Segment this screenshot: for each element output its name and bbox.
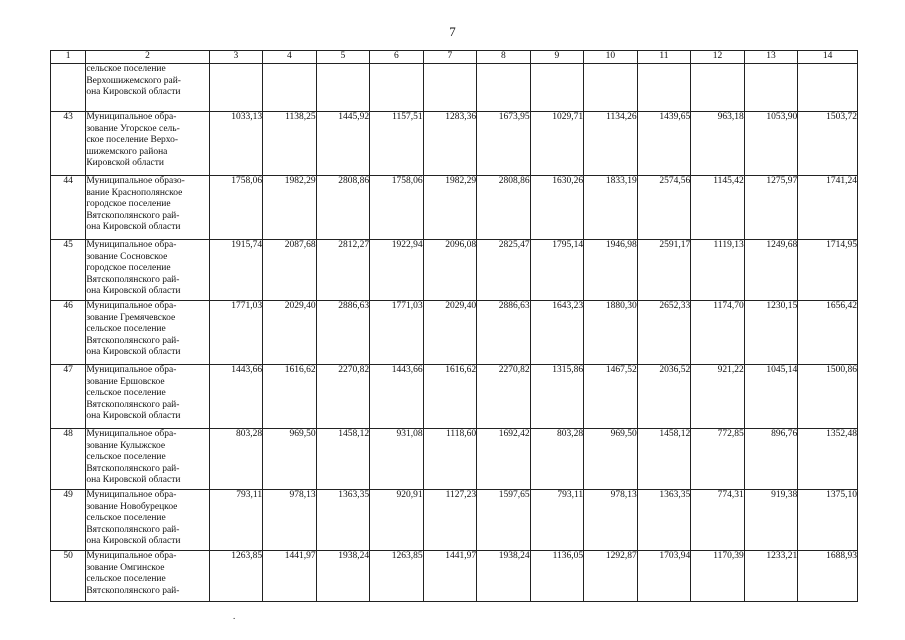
value-cell: 1443,66	[209, 365, 263, 429]
municipality-name-line: она Кировской области	[86, 286, 181, 297]
table-row	[51, 301, 858, 365]
value-cell: 1263,85	[209, 551, 263, 602]
value-cell: 963,18	[691, 112, 745, 176]
row-number: 44	[51, 176, 86, 240]
value-cell: 1703,94	[637, 551, 691, 602]
value-cell: 2087,68	[263, 240, 317, 301]
row-number: 45	[51, 240, 86, 301]
value-cell: 1938,24	[316, 551, 370, 602]
municipality-name-line: городское поселение	[86, 199, 171, 210]
value-cell: 1597,65	[477, 490, 531, 551]
value-cell: 919,38	[744, 490, 798, 551]
value-cell: 1616,62	[423, 365, 477, 429]
municipality-name-line: сельское поселение	[86, 324, 166, 335]
column-header: 7	[423, 51, 477, 64]
value-cell: 2812,27	[316, 240, 370, 301]
column-header: 2	[86, 51, 209, 64]
value-cell: 896,76	[744, 429, 798, 490]
municipality-name-line: зование Сосновское	[86, 251, 168, 262]
value-cell: 1656,42	[798, 301, 858, 365]
value-cell: 2574,56	[637, 176, 691, 240]
footer-mark: .	[233, 611, 236, 621]
municipality-name-line: сельское поселение	[86, 574, 166, 585]
municipality-name-line: городское поселение	[86, 263, 171, 274]
value-cell: 1630,26	[530, 176, 584, 240]
value-cell: 1503,72	[798, 112, 858, 176]
column-header: 4	[263, 51, 317, 64]
value-cell: 1315,86	[530, 365, 584, 429]
municipality-name-line: сельское поселение	[86, 388, 166, 399]
value-cell: 1138,25	[263, 112, 317, 176]
value-cell: 1758,06	[370, 176, 424, 240]
value-cell: 1363,35	[637, 490, 691, 551]
municipality-name-line: зование Кулыжское	[86, 440, 166, 451]
municipality-name-line: зование Угорское сель-	[86, 123, 180, 134]
municipality-name	[86, 240, 209, 301]
value-cell: 2036,52	[637, 365, 691, 429]
municipality-name-line: она Кировской области	[86, 411, 181, 422]
value-cell: 1145,42	[691, 176, 745, 240]
municipality-name-line: зование Новобурецкое	[86, 501, 178, 512]
column-header: 11	[637, 51, 691, 64]
municipality-name	[86, 176, 209, 240]
value-cell	[316, 64, 370, 112]
table-row	[51, 490, 858, 551]
value-cell: 1445,92	[316, 112, 370, 176]
municipality-name-line: Муниципальное обра-	[86, 490, 177, 500]
municipality-name-line: сельское поселение	[86, 452, 166, 463]
value-cell: 1375,10	[798, 490, 858, 551]
municipality-name-line: она Кировской области	[86, 347, 181, 358]
value-cell: 1053,90	[744, 112, 798, 176]
municipality-name-line: она Кировской области	[86, 475, 181, 486]
municipality-name	[86, 429, 209, 490]
header-row	[51, 51, 858, 64]
value-cell: 1673,95	[477, 112, 531, 176]
value-cell: 774,31	[691, 490, 745, 551]
row-number: 47	[51, 365, 86, 429]
value-cell: 1118,60	[423, 429, 477, 490]
value-cell	[691, 64, 745, 112]
column-header: 10	[584, 51, 638, 64]
column-header: 13	[744, 51, 798, 64]
municipality-name-line: Вятскополянского рай-	[86, 585, 180, 596]
value-cell: 2825,47	[477, 240, 531, 301]
value-cell: 1263,85	[370, 551, 424, 602]
value-cell: 978,13	[584, 490, 638, 551]
column-header: 14	[798, 51, 858, 64]
value-cell: 2591,17	[637, 240, 691, 301]
municipality-name-line: Вятскополянского рай-	[86, 274, 180, 285]
value-cell: 1500,86	[798, 365, 858, 429]
value-cell	[530, 64, 584, 112]
value-cell: 978,13	[263, 490, 317, 551]
value-cell	[423, 64, 477, 112]
value-cell: 1938,24	[477, 551, 531, 602]
value-cell: 772,85	[691, 429, 745, 490]
data-table	[50, 50, 858, 602]
municipality-name-line: сельское поселение	[86, 64, 166, 74]
value-cell: 1033,13	[209, 112, 263, 176]
row-number	[51, 64, 86, 112]
row-number: 49	[51, 490, 86, 551]
value-cell: 1688,93	[798, 551, 858, 602]
value-cell: 920,91	[370, 490, 424, 551]
municipality-name-line: Вятскополянского рай-	[86, 399, 180, 410]
value-cell: 1443,66	[370, 365, 424, 429]
value-cell: 1771,03	[209, 301, 263, 365]
value-cell	[370, 64, 424, 112]
municipality-name	[86, 551, 209, 602]
value-cell: 1170,39	[691, 551, 745, 602]
value-cell: 2808,86	[316, 176, 370, 240]
value-cell: 1714,95	[798, 240, 858, 301]
value-cell: 1292,87	[584, 551, 638, 602]
municipality-name-line: Муниципальное обра-	[86, 429, 177, 439]
value-cell: 1946,98	[584, 240, 638, 301]
row-number: 50	[51, 551, 86, 602]
municipality-name-line: сельское поселение	[86, 513, 166, 524]
value-cell: 793,11	[209, 490, 263, 551]
table-row	[51, 176, 858, 240]
table-row	[51, 551, 858, 602]
value-cell: 1795,14	[530, 240, 584, 301]
municipality-name-line: Вятскополянского рай-	[86, 335, 180, 346]
value-cell: 1230,15	[744, 301, 798, 365]
value-cell: 1458,12	[637, 429, 691, 490]
value-cell: 1045,14	[744, 365, 798, 429]
value-cell	[744, 64, 798, 112]
value-cell: 1467,52	[584, 365, 638, 429]
value-cell: 931,08	[370, 429, 424, 490]
value-cell: 2029,40	[423, 301, 477, 365]
municipality-name-line: Муниципальное обра-	[86, 301, 177, 311]
value-cell: 2096,08	[423, 240, 477, 301]
value-cell: 1441,97	[423, 551, 477, 602]
table-row	[51, 112, 858, 176]
value-cell: 1363,35	[316, 490, 370, 551]
value-cell: 1134,26	[584, 112, 638, 176]
municipality-name	[86, 64, 209, 112]
value-cell	[263, 64, 317, 112]
value-cell: 803,28	[209, 429, 263, 490]
municipality-name-line: ское поселение Верхо-	[86, 135, 179, 146]
municipality-name-line: Муниципальное обра-	[86, 551, 177, 561]
municipality-name-line: она Кировской области	[86, 536, 181, 547]
value-cell: 1119,13	[691, 240, 745, 301]
value-cell: 1982,29	[263, 176, 317, 240]
value-cell	[798, 64, 858, 112]
municipality-name-line: Вятскополянского рай-	[86, 524, 180, 535]
column-header: 5	[316, 51, 370, 64]
value-cell: 1249,68	[744, 240, 798, 301]
value-cell: 1922,94	[370, 240, 424, 301]
value-cell: 2029,40	[263, 301, 317, 365]
table-row	[51, 365, 858, 429]
municipality-name	[86, 365, 209, 429]
municipality-name-line: зование Омгинское	[86, 562, 165, 573]
value-cell: 2886,63	[477, 301, 531, 365]
value-cell: 803,28	[530, 429, 584, 490]
municipality-name-line: она Кировской области	[86, 222, 181, 233]
value-cell: 2808,86	[477, 176, 531, 240]
column-header: 8	[477, 51, 531, 64]
municipality-name-line: Муниципальное обра-	[86, 365, 177, 375]
value-cell: 1915,74	[209, 240, 263, 301]
value-cell: 1982,29	[423, 176, 477, 240]
value-cell	[209, 64, 263, 112]
value-cell: 1643,23	[530, 301, 584, 365]
value-cell: 1692,42	[477, 429, 531, 490]
row-number: 46	[51, 301, 86, 365]
column-header: 9	[530, 51, 584, 64]
municipality-name-line: Кировской области	[86, 158, 165, 169]
municipality-name	[86, 112, 209, 176]
municipality-name-line: шижемского района	[86, 146, 168, 157]
row-number: 43	[51, 112, 86, 176]
value-cell: 1127,23	[423, 490, 477, 551]
column-header: 6	[370, 51, 424, 64]
value-cell: 969,50	[263, 429, 317, 490]
municipality-name-line: вание Краснополянское	[86, 187, 183, 198]
value-cell: 1833,19	[584, 176, 638, 240]
column-header: 12	[691, 51, 745, 64]
value-cell: 1352,48	[798, 429, 858, 490]
municipality-name-line: Муниципальное обра-	[86, 112, 177, 122]
value-cell	[637, 64, 691, 112]
value-cell: 1283,36	[423, 112, 477, 176]
value-cell: 2270,82	[316, 365, 370, 429]
municipality-name-line: Верхошижемского рай-	[86, 75, 181, 86]
value-cell: 1880,30	[584, 301, 638, 365]
row-number: 48	[51, 429, 86, 490]
column-header: 3	[209, 51, 263, 64]
municipality-name-line: Муниципальное обра-	[86, 240, 177, 250]
value-cell: 2886,63	[316, 301, 370, 365]
value-cell: 1029,71	[530, 112, 584, 176]
value-cell	[584, 64, 638, 112]
column-header: 1	[51, 51, 86, 64]
value-cell	[477, 64, 531, 112]
value-cell: 1174,70	[691, 301, 745, 365]
table-row	[51, 240, 858, 301]
table-row	[51, 429, 858, 490]
page-number: 7	[449, 24, 456, 39]
table-row	[51, 64, 858, 112]
municipality-name-line: зование Ершовское	[86, 376, 165, 387]
value-cell: 969,50	[584, 429, 638, 490]
value-cell: 1741,24	[798, 176, 858, 240]
value-cell: 1136,05	[530, 551, 584, 602]
value-cell: 1758,06	[209, 176, 263, 240]
value-cell: 1458,12	[316, 429, 370, 490]
value-cell: 2270,82	[477, 365, 531, 429]
value-cell: 1233,21	[744, 551, 798, 602]
municipality-name-line: зование Гремячевское	[86, 312, 176, 323]
municipality-name-line: Вятскополянского рай-	[86, 463, 180, 474]
municipality-name-line: Вятскополянского рай-	[86, 210, 180, 221]
value-cell: 1771,03	[370, 301, 424, 365]
municipality-name	[86, 490, 209, 551]
municipality-name-line: Муниципальное образо-	[86, 176, 185, 186]
value-cell: 1439,65	[637, 112, 691, 176]
value-cell: 921,22	[691, 365, 745, 429]
value-cell: 793,11	[530, 490, 584, 551]
value-cell: 1275,97	[744, 176, 798, 240]
municipality-name-line: она Кировской области	[86, 87, 181, 98]
value-cell: 1616,62	[263, 365, 317, 429]
value-cell: 1157,51	[370, 112, 424, 176]
value-cell: 1441,97	[263, 551, 317, 602]
value-cell: 2652,33	[637, 301, 691, 365]
municipality-name	[86, 301, 209, 365]
